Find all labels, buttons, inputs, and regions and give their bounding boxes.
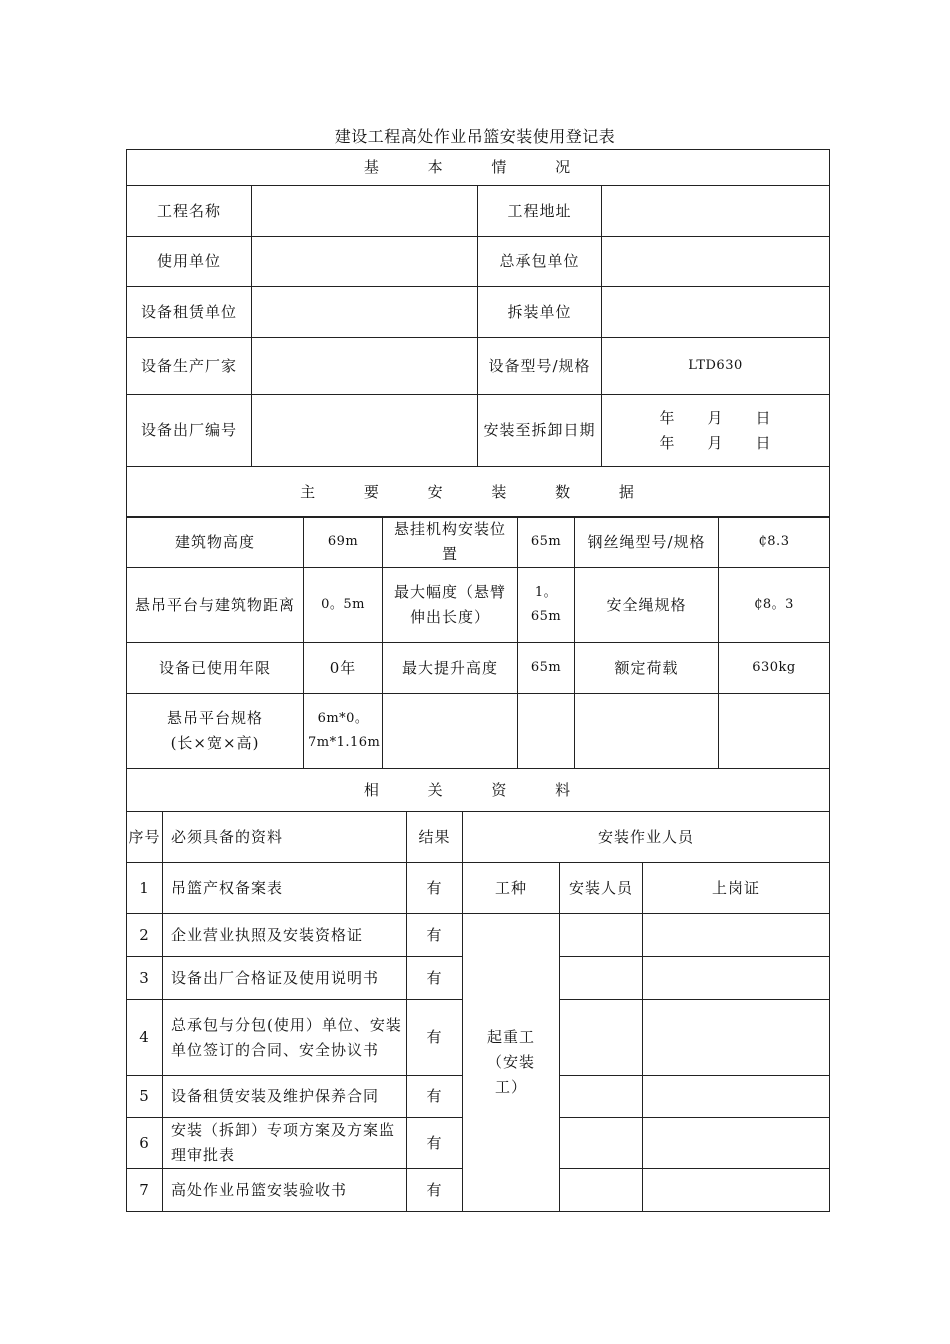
max-lift-value: 65m <box>518 643 575 694</box>
serial-number-cell[interactable] <box>252 395 478 467</box>
rental-unit-label: 设备租赁单位 <box>127 287 252 338</box>
install-date-value <box>602 395 830 467</box>
serial-number-label: 设备出厂编号 <box>127 395 252 467</box>
suspension-position-label: 悬挂机构安装位置 <box>383 517 518 568</box>
row-result: 有 <box>407 1076 463 1118</box>
dismantle-unit-cell[interactable] <box>602 287 830 338</box>
row-material: 吊篮产权备案表 <box>163 863 407 914</box>
platform-spec-label-line2: (长×宽×高) <box>170 734 260 752</box>
row-material: 安装（拆卸）专项方案及方案监理审批表 <box>163 1118 407 1169</box>
manufacturer-cell[interactable] <box>252 338 478 395</box>
person-cell[interactable] <box>560 1118 643 1169</box>
person-cell[interactable] <box>560 1169 643 1212</box>
row-no: 4 <box>127 1000 163 1076</box>
empty-cell[interactable] <box>383 694 518 769</box>
rated-load-label: 额定荷载 <box>575 643 719 694</box>
project-address-label: 工程地址 <box>478 186 602 237</box>
row-no: 2 <box>127 914 163 957</box>
empty-cell[interactable] <box>518 694 575 769</box>
col-result-header: 结果 <box>407 812 463 863</box>
user-unit-label: 使用单位 <box>127 237 252 287</box>
certificate-cell[interactable] <box>643 1000 830 1076</box>
certificate-cell[interactable] <box>643 957 830 1000</box>
col-certificate-header: 上岗证 <box>643 863 830 914</box>
general-contractor-label: 总承包单位 <box>478 237 602 287</box>
row-result: 有 <box>407 1169 463 1212</box>
platform-spec-label-line1: 悬吊平台规格 <box>166 709 263 727</box>
person-cell[interactable] <box>560 957 643 1000</box>
row-no: 7 <box>127 1169 163 1212</box>
row-no: 3 <box>127 957 163 1000</box>
max-lift-label: 最大提升高度 <box>383 643 518 694</box>
row-material: 总承包与分包(使用）单位、安装单位签订的合同、安全协议书 <box>163 1000 407 1076</box>
years-used-value: 0年 <box>304 643 383 694</box>
model-value: LTD630 <box>602 338 830 395</box>
col-seq-header: 序号 <box>127 812 163 863</box>
person-cell[interactable] <box>560 1000 643 1076</box>
row-result: 有 <box>407 957 463 1000</box>
wire-rope-value: ₵8.3 <box>719 517 830 568</box>
col-trade-header: 工种 <box>463 863 560 914</box>
max-reach-label: 最大幅度（悬臂伸出长度） <box>383 568 518 643</box>
certificate-cell[interactable] <box>643 1118 830 1169</box>
row-material: 高处作业吊篮安装验收书 <box>163 1169 407 1212</box>
platform-distance-value: 0。5m <box>304 568 383 643</box>
rental-unit-cell[interactable] <box>252 287 478 338</box>
row-material: 设备出厂合格证及使用说明书 <box>163 957 407 1000</box>
row-result: 有 <box>407 1118 463 1169</box>
col-material-header: 必须具备的资料 <box>163 812 407 863</box>
platform-distance-label: 悬吊平台与建筑物距离 <box>127 568 304 643</box>
main-data-section-header: 主 要 安 装 数 据 <box>127 467 830 518</box>
max-reach-value: 1。65m <box>518 568 575 643</box>
row-result: 有 <box>407 863 463 914</box>
building-height-value: 69m <box>304 517 383 568</box>
documents-section-header: 相 关 资 料 <box>127 769 830 812</box>
row-no: 1 <box>127 863 163 914</box>
suspension-position-value: 65m <box>518 517 575 568</box>
install-date-label: 安装至拆卸日期 <box>478 395 602 467</box>
dismantle-unit-label: 拆装单位 <box>478 287 602 338</box>
basic-section-header: 基 本 情 况 <box>127 150 830 186</box>
platform-spec-value: 6m*0。7m*1.16m <box>304 694 383 769</box>
col-installers-header: 安装作业人员 <box>463 812 830 863</box>
wire-rope-label: 钢丝绳型号/规格 <box>575 517 719 568</box>
project-name-cell[interactable] <box>252 186 478 237</box>
project-name-label: 工程名称 <box>127 186 252 237</box>
trade-value: 起重工（安装工） <box>463 914 560 1212</box>
row-material: 企业营业执照及安装资格证 <box>163 914 407 957</box>
main-data-table <box>126 516 830 769</box>
empty-cell[interactable] <box>575 694 719 769</box>
safety-rope-label: 安全绳规格 <box>575 568 719 643</box>
building-height-label: 建筑物高度 <box>127 517 304 568</box>
certificate-cell[interactable] <box>643 914 830 957</box>
dismantle-date-line: 年 月 日 <box>659 433 772 452</box>
col-person-header: 安装人员 <box>560 863 643 914</box>
years-used-label: 设备已使用年限 <box>127 643 304 694</box>
install-date-line: 年 月 日 <box>659 408 772 427</box>
row-result: 有 <box>407 1000 463 1076</box>
person-cell[interactable] <box>560 914 643 957</box>
rated-load-value: 630kg <box>719 643 830 694</box>
certificate-cell[interactable] <box>643 1169 830 1212</box>
documents-table <box>126 768 830 1212</box>
empty-cell[interactable] <box>719 694 830 769</box>
manufacturer-label: 设备生产厂家 <box>127 338 252 395</box>
person-cell[interactable] <box>560 1076 643 1118</box>
form-title: 建设工程高处作业吊篮安装使用登记表 <box>334 127 616 146</box>
project-address-cell[interactable] <box>602 186 830 237</box>
row-material: 设备租赁安装及维护保养合同 <box>163 1076 407 1118</box>
model-label: 设备型号/规格 <box>478 338 602 395</box>
row-no: 5 <box>127 1076 163 1118</box>
general-contractor-cell[interactable] <box>602 237 830 287</box>
certificate-cell[interactable] <box>643 1076 830 1118</box>
basic-info-table <box>126 149 830 518</box>
row-result: 有 <box>407 914 463 957</box>
row-no: 6 <box>127 1118 163 1169</box>
user-unit-cell[interactable] <box>252 237 478 287</box>
safety-rope-value: ₵8。3 <box>719 568 830 643</box>
platform-spec-label <box>127 694 304 769</box>
